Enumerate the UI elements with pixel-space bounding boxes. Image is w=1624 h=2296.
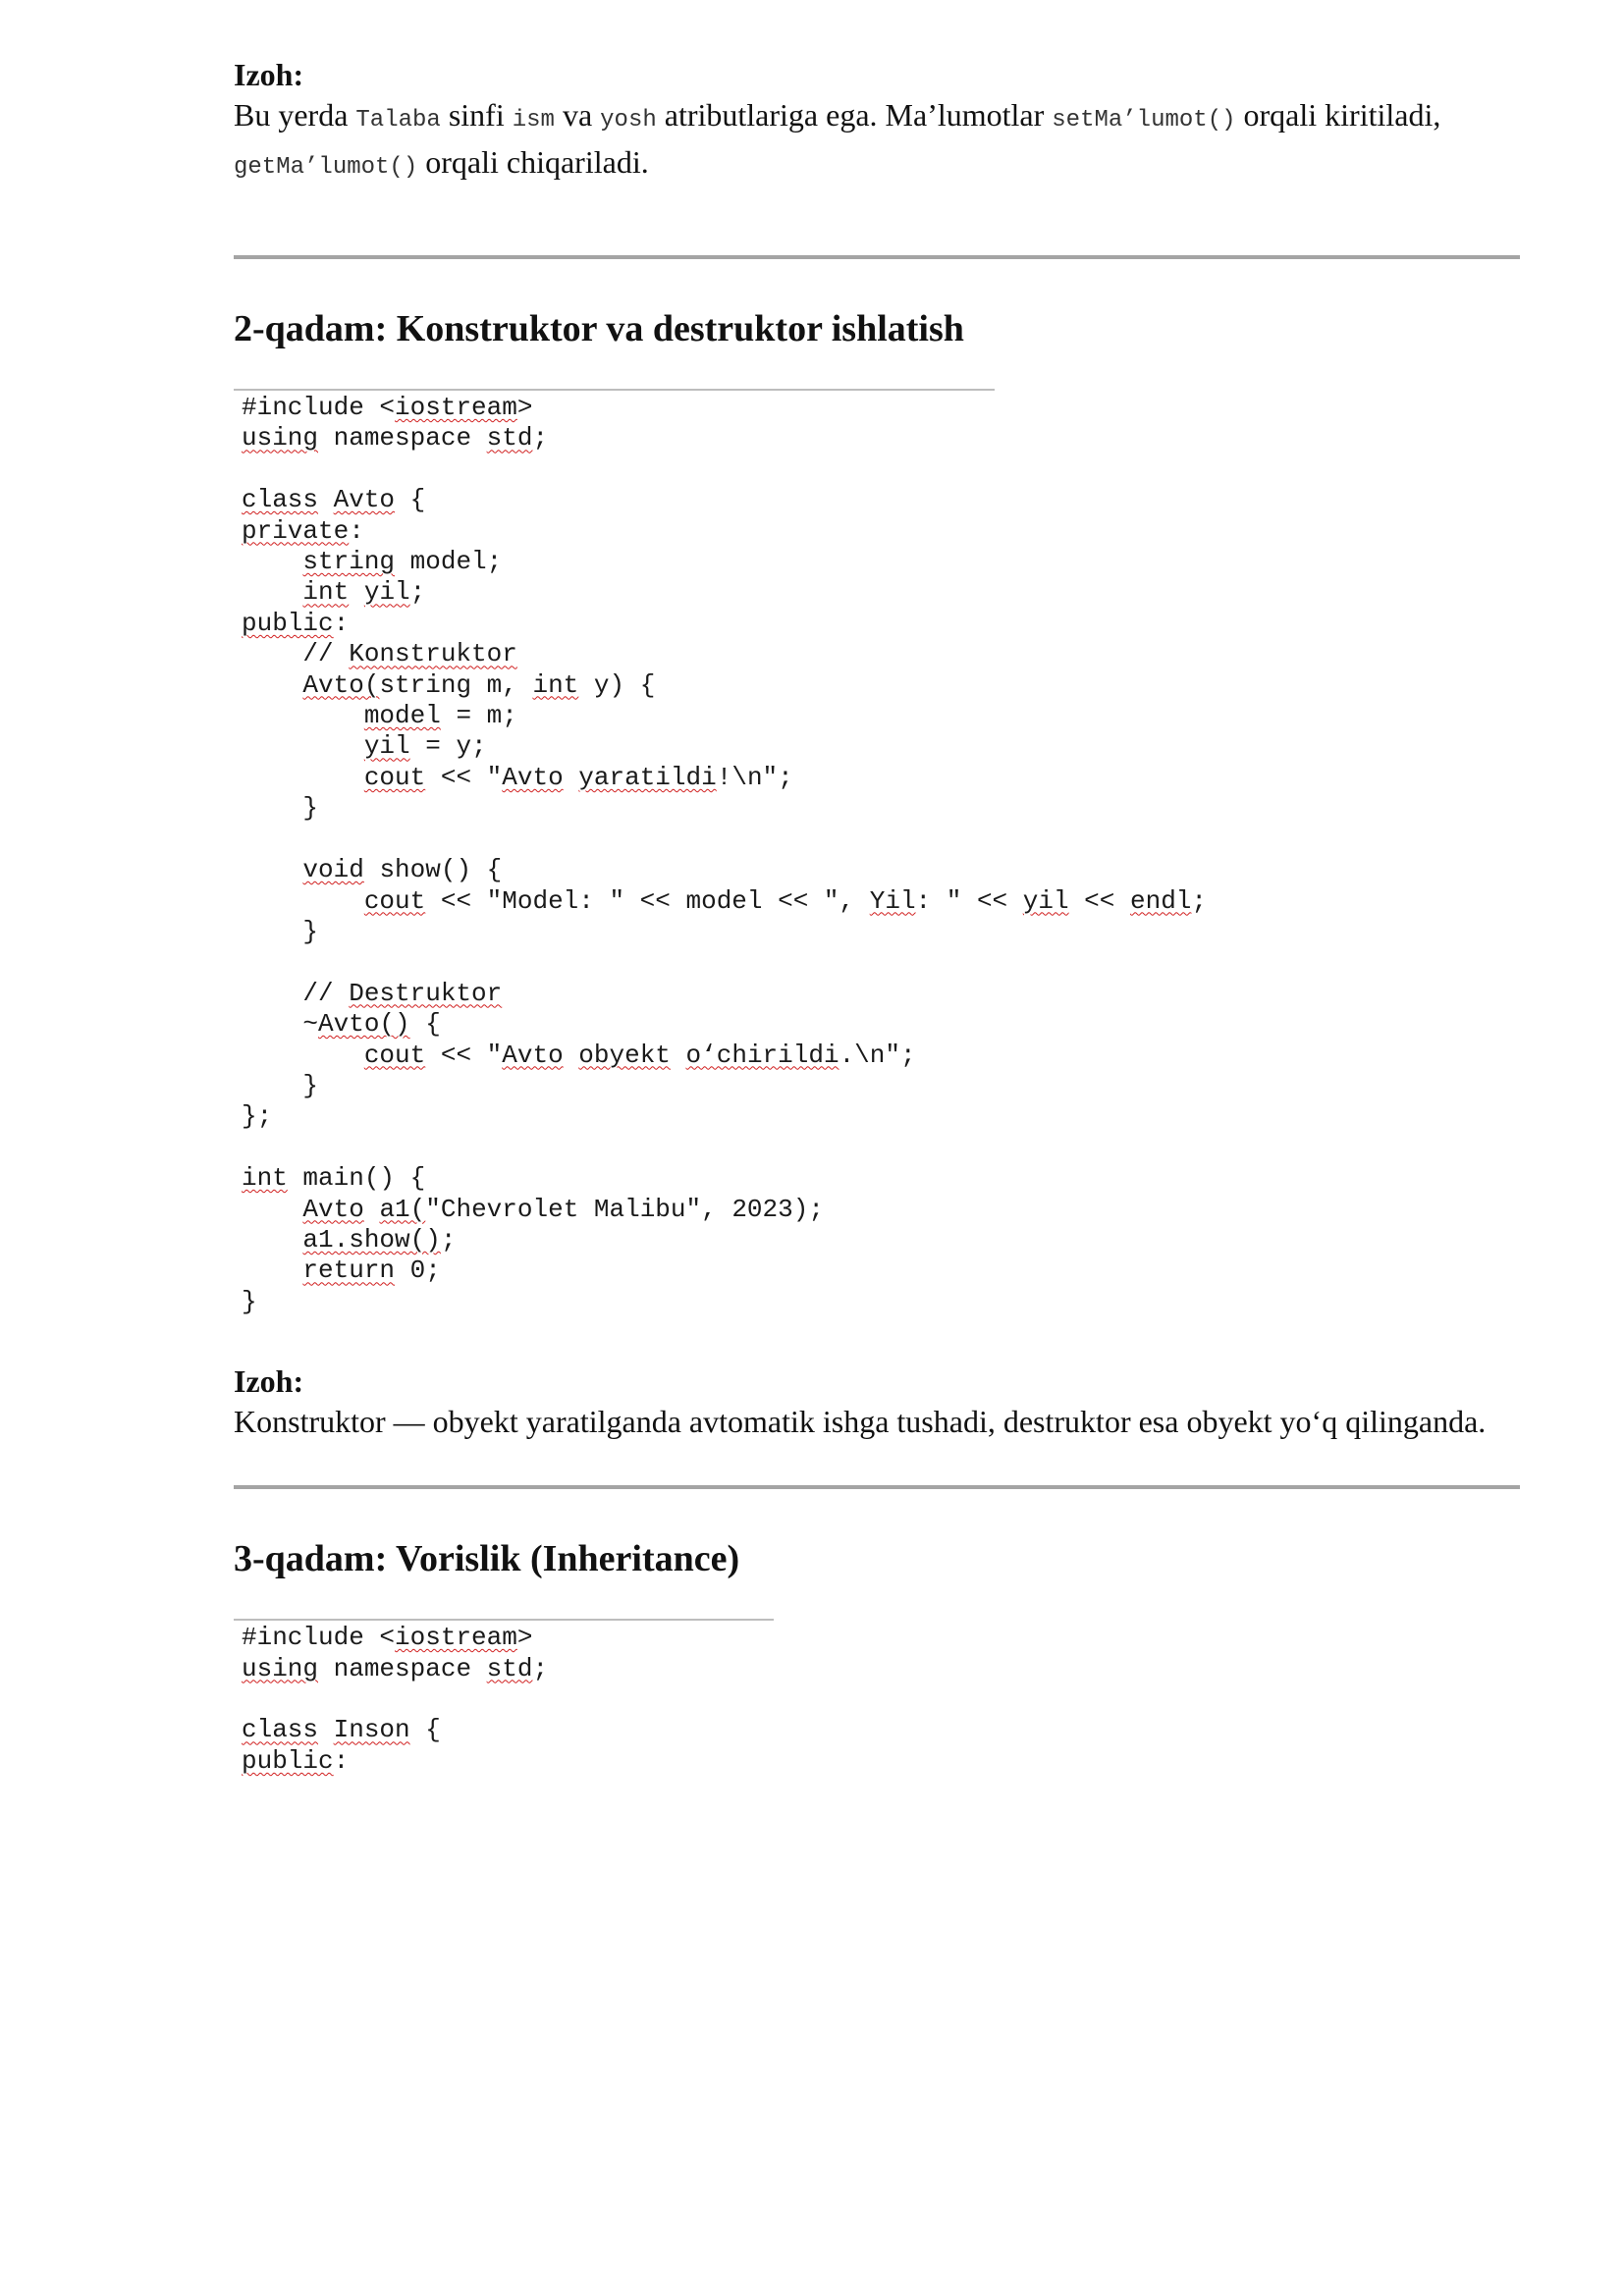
code-line — [242, 979, 995, 1009]
code-token: ~ — [242, 1009, 319, 1040]
code-block — [234, 1619, 774, 1777]
spellcheck-underlined-token: std — [486, 1653, 533, 1683]
code-line — [242, 1623, 774, 1653]
code-line — [242, 701, 995, 731]
code-token — [242, 731, 364, 761]
spellcheck-underlined-token: Destruktor — [349, 978, 503, 1008]
code-token: : — [333, 608, 350, 638]
spellcheck-underlined-token: return — [302, 1255, 396, 1286]
spellcheck-underlined-token: Inson — [333, 1715, 410, 1745]
text-run: orqali chiqariladi. — [417, 144, 649, 180]
inline-code: setMa’lumot() — [1052, 107, 1236, 133]
code-line — [242, 547, 995, 577]
code-token: { — [395, 485, 426, 515]
code-line — [242, 1746, 774, 1777]
text-run: sinfi — [440, 97, 513, 133]
code-token: : " << — [915, 885, 1023, 916]
section-heading: 2-qadam: Konstruktor va destruktor ishlatish — [234, 308, 964, 349]
note-title: Izoh: — [234, 1363, 304, 1400]
code-line — [242, 825, 995, 855]
code-line — [242, 516, 995, 547]
spellcheck-underlined-token: Avto — [502, 1040, 564, 1070]
code-line — [242, 609, 995, 639]
code-token — [242, 1255, 302, 1285]
code-token — [242, 701, 364, 730]
text-run: orqali kiritiladi, — [1235, 97, 1441, 133]
code-token: } — [242, 1286, 257, 1316]
code-line — [242, 639, 995, 669]
code-token: } — [242, 916, 319, 946]
code-token: "Chevrolet Malibu", 2023); — [425, 1194, 824, 1224]
spellcheck-underlined-token: public — [242, 608, 334, 638]
spellcheck-underlined-token: iostream — [395, 393, 517, 422]
code-listing — [234, 393, 1208, 1317]
code-line — [242, 947, 995, 978]
spellcheck-underlined-token: cout — [363, 762, 426, 792]
code-block-top-border — [234, 1619, 774, 1621]
code-token — [242, 1195, 302, 1224]
code-line — [242, 885, 1208, 917]
note-paragraph: Konstruktor — obyekt yaratilganda avtomatik ishga tushadi, destruktor esa obyekt yo‘q qilinganda. — [234, 1404, 1487, 1440]
code-token — [242, 886, 364, 916]
spellcheck-underlined-token: yil — [363, 731, 410, 762]
spellcheck-underlined-token: model — [363, 701, 441, 731]
code-line — [242, 1101, 995, 1132]
spellcheck-underlined-token: obyekt — [578, 1040, 671, 1070]
code-line — [242, 1684, 774, 1715]
spellcheck-underlined-token: using — [242, 423, 319, 454]
horizontal-rule — [234, 1485, 1520, 1489]
code-token: ; — [440, 1224, 457, 1255]
code-token — [242, 855, 302, 884]
spellcheck-underlined-token: std — [486, 423, 533, 454]
spellcheck-underlined-token: Avto — [302, 1194, 364, 1224]
code-token: << " — [425, 1040, 503, 1070]
text-run: Bu yerda — [234, 97, 356, 133]
code-line — [242, 917, 995, 947]
code-line — [242, 793, 995, 824]
code-token: ; — [1191, 885, 1208, 916]
code-token — [349, 577, 364, 607]
inline-code: Talaba — [355, 107, 441, 133]
code-token: > — [516, 393, 533, 422]
spellcheck-underlined-token: Avto( — [302, 669, 380, 700]
horizontal-rule — [234, 255, 1520, 259]
code-line — [242, 393, 995, 423]
code-token — [242, 1041, 364, 1070]
code-token: << " — [425, 762, 503, 792]
code-token: = y; — [409, 731, 487, 762]
spellcheck-underlined-token: yaratildi — [578, 762, 717, 792]
code-token: .\n"; — [839, 1040, 916, 1070]
text-run: va — [554, 97, 601, 133]
spellcheck-underlined-token: cout — [363, 1040, 426, 1070]
code-token: << "Model: " << model << ", — [425, 885, 870, 916]
code-line — [242, 1654, 774, 1684]
spellcheck-underlined-token: int — [242, 1163, 288, 1194]
code-token: ; — [409, 577, 426, 608]
code-token — [318, 485, 334, 514]
spellcheck-underlined-token: public — [242, 1745, 334, 1776]
code-token: namespace — [318, 1653, 487, 1683]
code-line — [242, 423, 995, 454]
inline-code: yosh — [600, 107, 657, 133]
spellcheck-underlined-token: private — [242, 515, 350, 546]
code-line — [242, 1225, 995, 1255]
code-token: : — [333, 1745, 350, 1776]
code-token: } — [242, 793, 319, 824]
code-token: #include < — [242, 1623, 396, 1653]
text-run: atributlariga ega. Ma’lumotlar — [656, 97, 1053, 133]
code-token: string m, — [379, 669, 533, 700]
code-token: namespace — [318, 423, 487, 454]
code-token: show() { — [363, 855, 503, 885]
code-token — [564, 1041, 579, 1070]
spellcheck-underlined-token: int — [532, 669, 579, 700]
spellcheck-underlined-token: int — [302, 577, 350, 608]
code-line — [242, 763, 995, 793]
code-token: #include < — [242, 393, 396, 422]
spellcheck-underlined-token: using — [242, 1653, 319, 1683]
code-token — [242, 547, 302, 576]
code-line — [242, 577, 995, 608]
code-token: y) { — [578, 669, 656, 700]
code-line — [242, 1041, 995, 1071]
code-line — [242, 454, 995, 485]
code-token: model; — [395, 547, 503, 577]
code-token: ; — [532, 1653, 549, 1683]
code-token — [318, 1715, 334, 1744]
note-paragraph — [234, 94, 1520, 188]
code-token: main() { — [287, 1163, 426, 1194]
spellcheck-underlined-token: a1.show() — [302, 1224, 441, 1255]
code-line — [242, 485, 995, 515]
code-token: 0; — [395, 1255, 441, 1286]
spellcheck-underlined-token: Konstruktor — [349, 639, 517, 669]
spellcheck-underlined-token: string — [302, 547, 396, 577]
code-block-top-border — [234, 389, 995, 391]
code-line — [242, 1009, 995, 1040]
spellcheck-underlined-token: class — [242, 485, 319, 515]
code-line — [242, 1163, 995, 1194]
code-line — [242, 1287, 995, 1317]
code-token: = m; — [440, 701, 517, 731]
code-token: !\n"; — [716, 762, 793, 792]
code-token: { — [409, 1715, 441, 1745]
code-token — [364, 1195, 380, 1224]
document-page — [234, 55, 1520, 1777]
spellcheck-underlined-token: endl — [1130, 885, 1192, 916]
code-line — [242, 1071, 995, 1101]
spellcheck-underlined-token: Avto() — [318, 1009, 410, 1040]
code-token: : — [349, 515, 364, 546]
spellcheck-underlined-token: yil — [363, 577, 410, 608]
code-line — [242, 1195, 995, 1225]
code-token: // — [242, 978, 350, 1008]
code-line — [242, 855, 995, 885]
code-token: // — [242, 639, 350, 669]
code-line — [242, 1255, 995, 1286]
code-token: > — [516, 1623, 533, 1653]
code-token — [242, 577, 302, 607]
section-heading: 3-qadam: Vorislik (Inheritance) — [234, 1538, 740, 1580]
code-token — [242, 670, 302, 700]
code-token: { — [409, 1009, 441, 1040]
code-token — [242, 1225, 302, 1255]
code-block — [234, 389, 1208, 1317]
spellcheck-underlined-token: yil — [1022, 885, 1069, 916]
code-listing — [234, 1623, 774, 1777]
spellcheck-underlined-token: Avto — [502, 762, 564, 792]
code-line — [242, 670, 995, 701]
spellcheck-underlined-token: void — [302, 855, 364, 885]
spellcheck-underlined-token: iostream — [395, 1623, 517, 1653]
code-token — [671, 1041, 686, 1070]
code-token: ; — [532, 423, 549, 454]
spellcheck-underlined-token: o‘chirildi — [685, 1040, 839, 1070]
code-line — [242, 731, 995, 762]
spellcheck-underlined-token: cout — [363, 885, 426, 916]
code-token: << — [1068, 885, 1130, 916]
code-line — [242, 1715, 774, 1745]
spellcheck-underlined-token: Avto — [333, 485, 396, 515]
code-token — [564, 763, 579, 792]
code-token — [242, 763, 364, 792]
inline-code: ism — [512, 107, 555, 133]
spellcheck-underlined-token: a1( — [379, 1194, 426, 1224]
code-line — [242, 1133, 995, 1163]
note-title: Izoh: — [234, 57, 304, 92]
spellcheck-underlined-token: Yil — [869, 885, 916, 916]
spellcheck-underlined-token: class — [242, 1715, 319, 1745]
inline-code: getMa’lumot() — [234, 154, 418, 181]
code-token: }; — [242, 1101, 273, 1132]
code-token: } — [242, 1070, 319, 1100]
